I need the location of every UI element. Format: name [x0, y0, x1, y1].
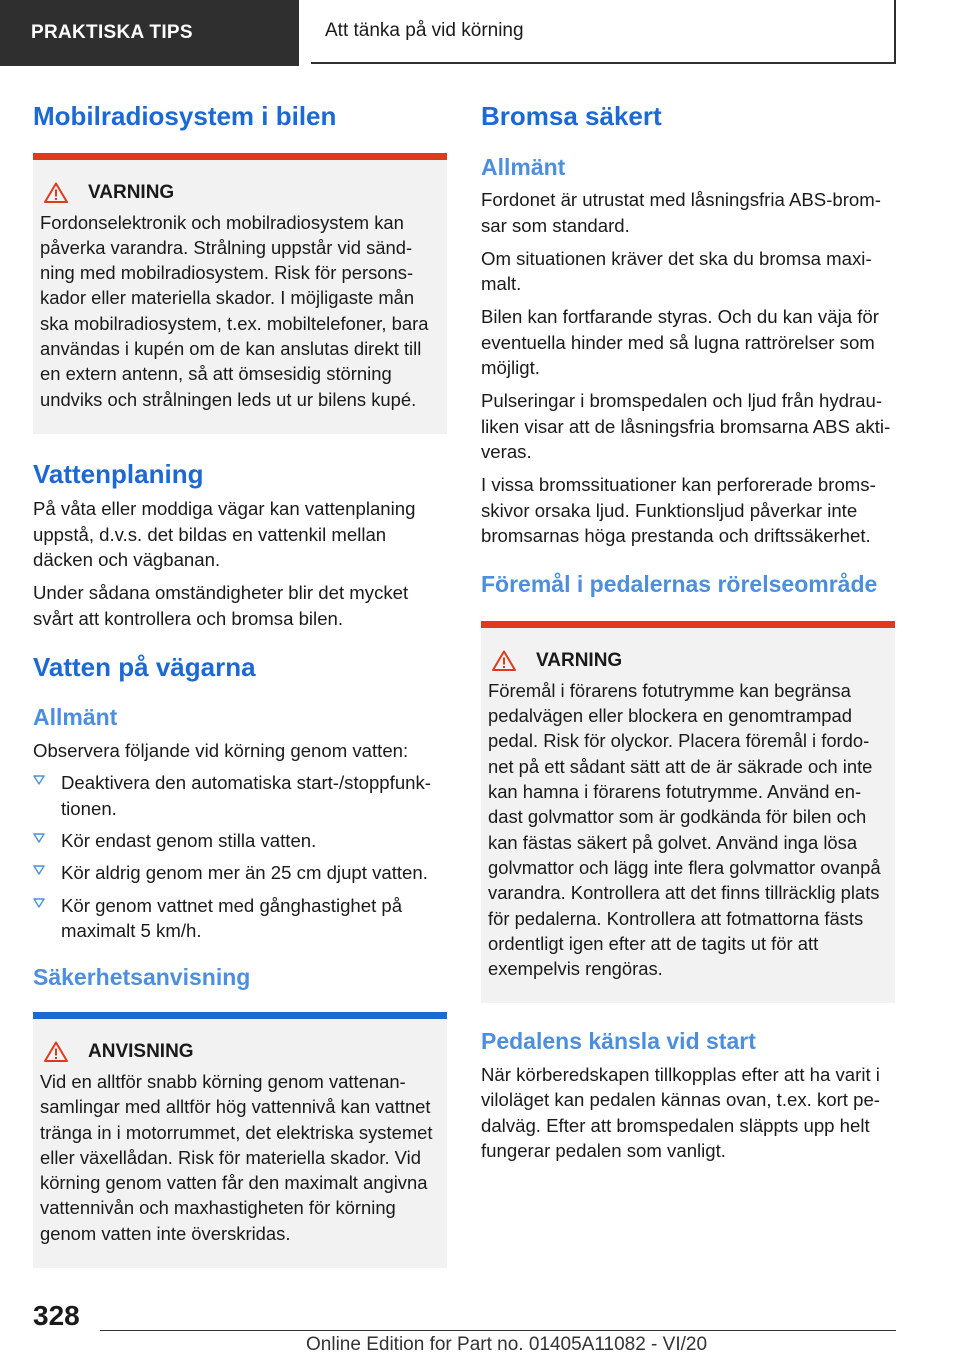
paragraph: När körberedskapen tillkopplas efter att ha varit i viloläget kan pedalen kännas ovan, t.ex. kort pedalväg. Efter att bromspedalen släppts upp helt fungerar pedalen som vanligt.: [481, 1064, 880, 1162]
left-column: [33, 100, 447, 1268]
warning-triangle-icon: [44, 182, 68, 203]
bullet-list: [33, 770, 447, 943]
warning-title: VARNING: [488, 650, 887, 672]
paragraph: På våta eller moddiga vägar kan vattenplaning uppstå, d.v.s. det bildas en vattenkil mellan däcken och vägbanan.: [33, 498, 416, 570]
paragraph: Observera följande vid körning genom vatten:: [33, 740, 409, 762]
list-item: Deaktivera den automatiska start-/stoppfunktionen.: [33, 770, 447, 821]
chapter-title: Att tänka på vid körning: [325, 20, 524, 41]
page-number: 328: [33, 1300, 80, 1331]
notice-text: Vid en alltför snabb körning genom vattenansamlingar med alltför hög vattennivå kan vattnet tränga in i motorrummet, det elektriska systemet eller växellådan. Risk för materiella skador. Vid körning genom vatten får den maximalt angivna vattennivån och maxhastigheten för körning genom vatten inte överskridas.: [40, 1070, 433, 1244]
notice-box: [33, 1012, 447, 1268]
paragraph: I vissa bromssituationer kan perforerade bromsskivor orsaka ljud. Funktionsljud påverkar inte bromsarnas höga prestanda och driftssäkerhet.: [481, 474, 876, 546]
paragraph: Fordonet är utrustat med låsningsfria ABS-bromsar som standard.: [481, 189, 881, 236]
subheading-foremal: Föremål i pedalernas rörelseområde: [481, 571, 878, 598]
triangle-bullet-icon: [33, 832, 45, 844]
subheading-pedalens-kansla: Pedalens känsla vid start: [481, 1028, 756, 1055]
subheading-allmant: Allmänt: [481, 153, 566, 180]
paragraph: Under sådana omständigheter blir det mycket svårt att kontrollera och bromsa bilen.: [33, 582, 409, 629]
warning-box-mobil: [33, 153, 447, 434]
heading-bromsa-sakert: Bromsa säkert: [481, 101, 662, 131]
footer-divider: [100, 1330, 896, 1331]
triangle-bullet-icon: [33, 897, 45, 909]
warning-text: Föremål i förarens fotutrymme kan begränsa pedalvägen eller blockera en genomtrampad pedal. Risk för olyckor. Placera föremål i fordonet på ett sådant sätt att de är säkrade och inte kan hamna i förarens fotutrymme. Använd endast golvmattor som är godkända för bilen och kan fästas säkert på golvet. Använd inga lösa golvmattor och lägg inte flera golvmattor ovanpå varandra. Kontrollera att det finns tillräcklig plats för pedalerna. Kontrollera att fotmattorna fästs ordentligt igen efter att de tagits ut för att exempelvis rengöras.: [488, 679, 881, 980]
list-item: Kör endast genom stilla vatten.: [33, 828, 447, 853]
paragraph: Pulseringar i bromspedalen och ljud från hydrauliken visar att de låsningsfria bromsarna ABS aktiveras.: [481, 390, 891, 462]
warning-box-pedaler: [481, 621, 895, 1004]
paragraph: Om situationen kräver det ska du bromsa maximalt.: [481, 247, 872, 295]
heading-mobilradiosystem: Mobilradiosystem i bilen: [33, 101, 337, 131]
chapter-header: [311, 0, 896, 64]
section-title: PRAKTISKA TIPS: [31, 22, 193, 43]
triangle-bullet-icon: [33, 774, 45, 786]
paragraph: Bilen kan fortfarande styras. Och du kan väja för eventuella hinder med så lugna rattrörelser som möjligt.: [481, 306, 879, 379]
warning-triangle-icon: [44, 1041, 68, 1062]
warning-title: VARNING: [40, 182, 439, 204]
subheading-sakerhetsanvisning: Säkerhetsanvisning: [33, 964, 251, 991]
list-item: Kör genom vattnet med gånghastighet på maximalt 5 km/h.: [33, 893, 447, 944]
warning-text: Fordonselektronik och mobilradiosystem kan påverka varandra. Strålning uppstår vid sändning med mobilradiosystem. Risk för personskador eller materiella skador. I möjligaste mån ska mobilradiosystem, t.ex. mobiltelefoner, bara användas i kupén om de kan anslutas direkt till en extern antenn, så att ömsesidig störning undviks och strålningen leds ut ur bilens kupé.: [40, 211, 429, 410]
list-item: Kör aldrig genom mer än 25 cm djupt vatten.: [33, 860, 447, 885]
heading-vatten-pa-vagarna: Vatten på vägarna: [33, 651, 256, 682]
right-column: [481, 100, 895, 1163]
heading-vattenplaning: Vattenplaning: [33, 458, 204, 489]
notice-title: ANVISNING: [40, 1041, 439, 1063]
warning-triangle-icon: [492, 650, 516, 671]
edition-text: Online Edition for Part no. 01405A11082 - VI/20: [306, 1334, 708, 1355]
triangle-bullet-icon: [33, 864, 45, 876]
subheading-allmant: Allmänt: [33, 704, 118, 731]
section-tab: [0, 0, 299, 66]
